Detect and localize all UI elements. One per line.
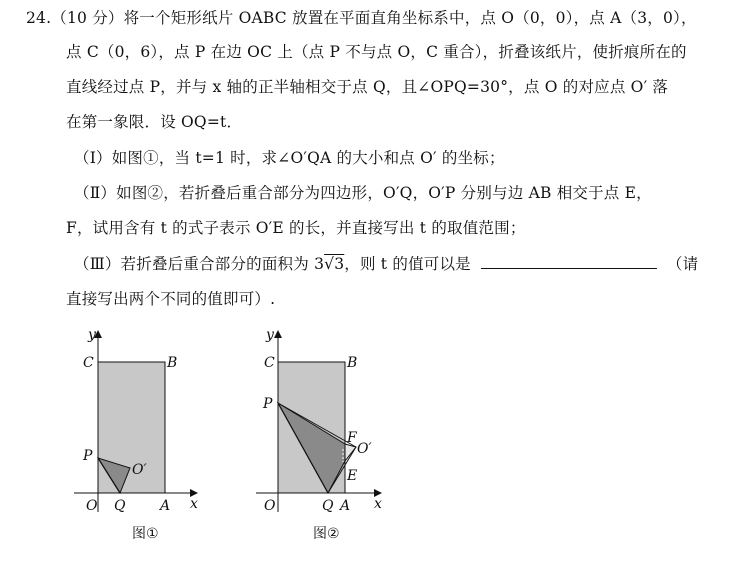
label-c: C <box>83 355 94 371</box>
part-2-question-line-2: F，试用含有 t 的式子表示 O′E 的长，并直接写出 t 的取值范围； <box>66 219 526 237</box>
label-f: F <box>347 430 357 446</box>
figure-2 <box>250 322 390 522</box>
part-3-question <box>74 254 698 274</box>
label-q: Q <box>322 498 334 514</box>
label-x: x <box>374 496 382 512</box>
figure-1 <box>66 322 206 522</box>
label-b: B <box>167 355 178 371</box>
answer-blank[interactable] <box>481 254 657 269</box>
label-q: Q <box>114 498 126 514</box>
part-3-text-c: （请 <box>666 255 699 273</box>
problem-line-3: 直线经过点 P，并与 x 轴的正半轴相交于点 Q，且∠OPQ=30°，点 O 的对应点 O′ 落 <box>66 78 669 96</box>
label-o-prime: O′ <box>357 441 372 457</box>
label-y: y <box>266 327 274 343</box>
part-3-text-a: （Ⅲ）若折叠后重合部分的面积为 3 <box>74 255 325 273</box>
part-3-question-line-2: 直接写出两个不同的值即可）. <box>66 290 276 308</box>
figure-1-diagram <box>66 322 206 522</box>
label-y: y <box>88 327 96 343</box>
label-o-prime: O′ <box>132 462 147 478</box>
part-3-text-b: ，则 t 的值可以是 <box>344 255 471 273</box>
problem-line-1: 24.（10 分）将一个矩形纸片 OABC 放置在平面直角坐标系中，点 O（0，0），点 A（3，0）， <box>26 9 697 27</box>
problem-line-2: 点 C（0，6），点 P 在边 OC 上（点 P 不与点 O，C 重合），折叠该纸片，使折痕所在的 <box>66 43 687 61</box>
part-2-question-line-1: （Ⅱ）如图②，若折叠后重合部分为四边形，O′Q，O′P 分别与边 AB 相交于点 E， <box>74 184 652 202</box>
label-x: x <box>190 496 198 512</box>
label-o: O <box>264 498 276 514</box>
part-1-question: （Ⅰ）如图①，当 t=1 时，求∠O′QA 的大小和点 O′ 的坐标； <box>74 149 505 167</box>
label-a: A <box>160 498 171 514</box>
figure-2-caption: 图② <box>313 526 340 542</box>
sqrt-three: √3 <box>324 255 345 273</box>
label-c: C <box>264 355 275 371</box>
label-a: A <box>340 498 351 514</box>
label-e: E <box>347 468 358 484</box>
label-b: B <box>347 355 358 371</box>
figure-1-caption: 图① <box>132 526 159 542</box>
problem-line-4: 在第一象限．设 OQ=t． <box>66 113 243 131</box>
label-p: P <box>83 448 93 464</box>
label-o: O <box>86 498 98 514</box>
figure-2-diagram <box>250 322 390 522</box>
label-p: P <box>263 396 273 412</box>
